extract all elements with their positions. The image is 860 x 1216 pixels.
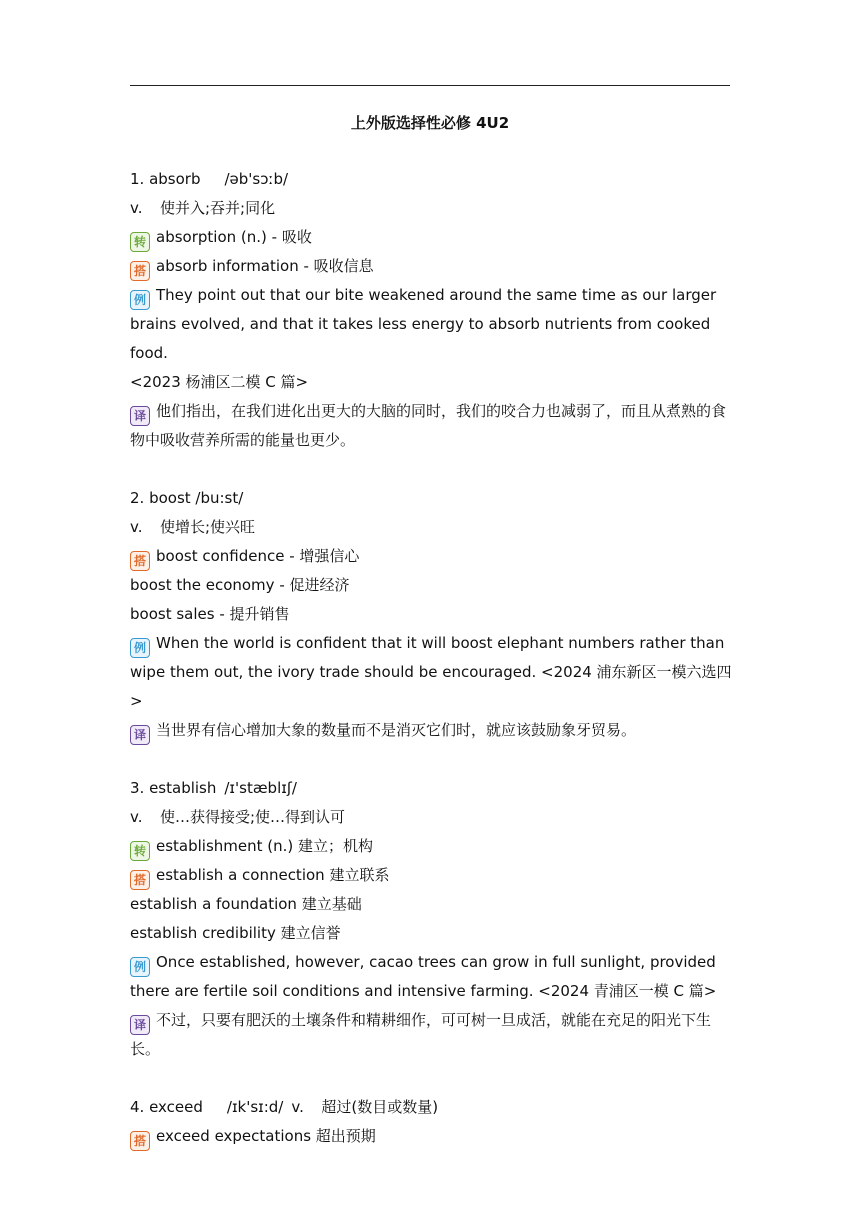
entry-absorb [130, 165, 733, 455]
collocation-text: boost the economy - 促进经济 [130, 576, 350, 594]
derivation-text: establishment (n.) 建立；机构 [156, 837, 374, 855]
derivation-icon: 转 [130, 841, 150, 861]
collocation-icon: 搭 [130, 870, 150, 890]
entry-meaning: 使并入;吞并;同化 [160, 199, 276, 217]
entry-meaning: 使…获得接受;使…得到认可 [160, 808, 346, 826]
entry-phonetic: /ɪk'sɪ:d/ [226, 1098, 284, 1116]
translation-icon: 译 [130, 406, 150, 426]
part-of-speech: v. [130, 518, 143, 536]
collocation-text: absorb information - 吸收信息 [156, 257, 374, 275]
example-sentence: When the world is confident that it will boost elephant numbers rather than wipe them out, the ivory trade should be encouraged. <2024 浦东新区一模六选四> [130, 634, 732, 710]
collocation-icon: 搭 [130, 261, 150, 281]
header-rule [130, 85, 730, 86]
part-of-speech: v. [130, 808, 143, 826]
example-sentence: Once established, however, cacao trees can grow in full sunlight, provided there are fertile soil conditions and intensive farming. <2024 青浦区一模 C 篇> [130, 953, 717, 1000]
example-icon: 例 [130, 957, 150, 977]
example-source: <2023 杨浦区二模 C 篇> [130, 373, 309, 391]
collocation-text: establish a foundation 建立基础 [130, 895, 362, 913]
translation-icon: 译 [130, 725, 150, 745]
collocation-text: establish a connection 建立联系 [156, 866, 390, 884]
collocation-text: exceed expectations 超出预期 [156, 1127, 376, 1145]
entry-headword: 2. boost /bu:st/ [130, 489, 244, 507]
entry-phonetic: /əb'sɔːb/ [224, 170, 289, 188]
vocabulary-list [130, 165, 733, 1151]
collocation-text: boost sales - 提升销售 [130, 605, 290, 623]
collocation-text: boost confidence - 增强信心 [156, 547, 360, 565]
entry-establish [130, 774, 733, 1064]
entry-meaning: 使增长;使兴旺 [160, 518, 256, 536]
part-of-speech: v. [291, 1098, 304, 1116]
collocation-icon: 搭 [130, 551, 150, 571]
example-sentence: They point out that our bite weakened around the same time as our larger brains evolved, and that it takes less energy to absorb nutrients from cooked food. [130, 286, 717, 362]
entry-headword: 3. establish [130, 779, 217, 797]
translation-text: 他们指出，在我们进化出更大的大脑的同时，我们的咬合力也减弱了，而且从煮熟的食物中吸收营养所需的能量也更少。 [130, 402, 727, 449]
translation-icon: 译 [130, 1015, 150, 1035]
example-icon: 例 [130, 290, 150, 310]
derivation-text: absorption (n.) - 吸收 [156, 228, 312, 246]
translation-text: 不过，只要有肥沃的土壤条件和精耕细作，可可树一旦成活，就能在充足的阳光下生长。 [130, 1011, 712, 1058]
example-icon: 例 [130, 638, 150, 658]
entry-boost [130, 484, 733, 745]
entry-meaning: 超过(数目或数量) [321, 1098, 439, 1116]
collocation-text: establish credibility 建立信誉 [130, 924, 341, 942]
translation-text: 当世界有信心增加大象的数量而不是消灭它们时，就应该鼓励象牙贸易。 [156, 721, 637, 739]
derivation-icon: 转 [130, 232, 150, 252]
entry-headword: 4. exceed [130, 1098, 203, 1116]
entry-phonetic: /ɪ'stæblɪʃ/ [224, 779, 297, 797]
part-of-speech: v. [130, 199, 143, 217]
entry-exceed [130, 1093, 733, 1151]
collocation-icon: 搭 [130, 1131, 150, 1151]
page-title: 上外版选择性必修 4U2 [350, 114, 510, 132]
entry-headword: 1. absorb [130, 170, 201, 188]
